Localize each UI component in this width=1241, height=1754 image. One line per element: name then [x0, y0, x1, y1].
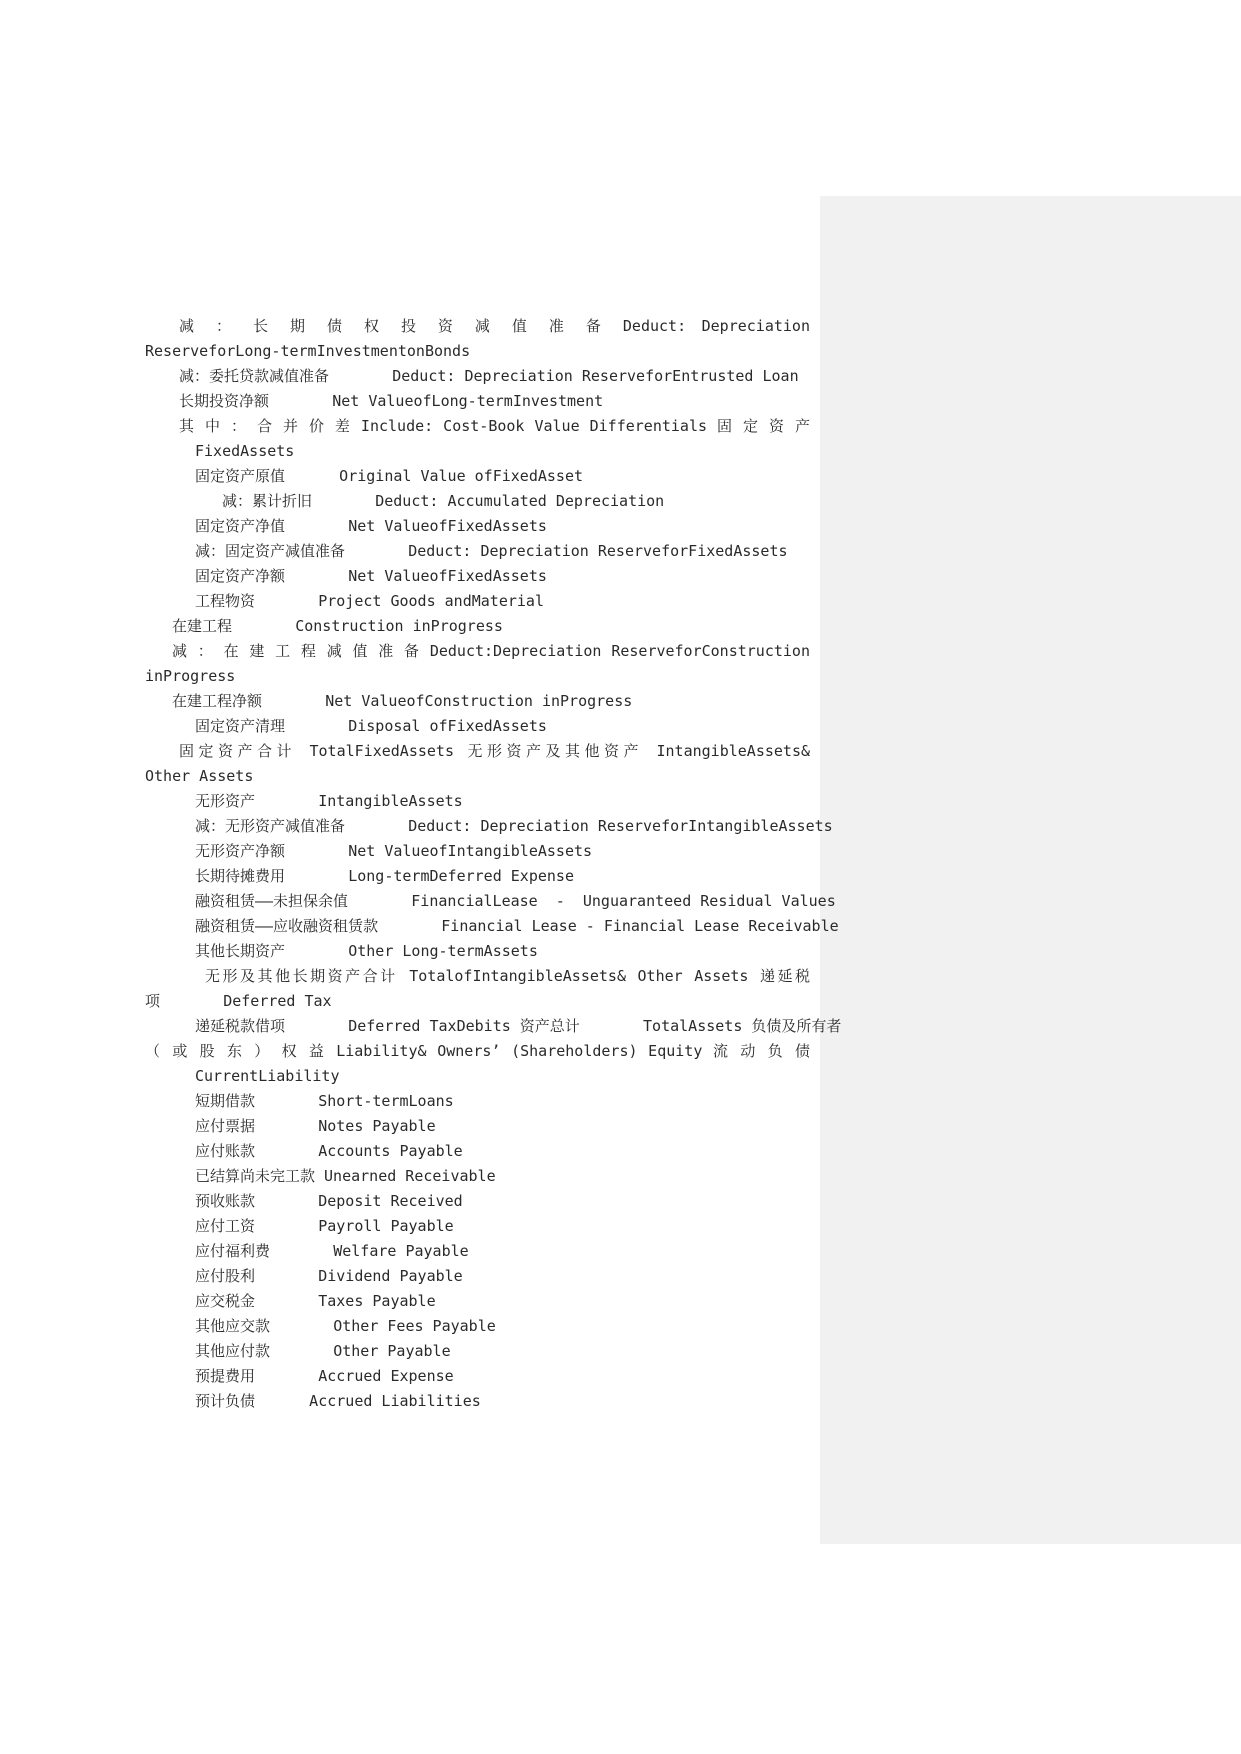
doc-line: Other Assets: [145, 767, 254, 785]
doc-line: 减：无形资产减值准备 Deduct: Depreciation ReserveforIntangibleAssets: [195, 817, 833, 835]
doc-line: 无形及其他长期资产合计 TotalofIntangibleAssets& Other Assets 递延税: [205, 967, 810, 985]
doc-line: 递延税款借项 Deferred TaxDebits 资产总计 TotalAssets 负债及所有者: [195, 1017, 842, 1035]
doc-line: 已结算尚未完工款 Unearned Receivable: [195, 1167, 496, 1185]
doc-line: 工程物资 Project Goods andMaterial: [195, 592, 544, 610]
doc-line: 应付票据 Notes Payable: [195, 1117, 436, 1135]
doc-line: 项 Deferred Tax: [145, 992, 332, 1010]
doc-line: 固定资产清理 Disposal ofFixedAssets: [195, 717, 547, 735]
doc-line: 固定资产净额 Net ValueofFixedAssets: [195, 567, 547, 585]
doc-line: 减：累计折旧 Deduct: Accumulated Depreciation: [222, 492, 665, 510]
doc-line: 长期待摊费用 Long-termDeferred Expense: [195, 867, 574, 885]
doc-line: CurrentLiability: [195, 1067, 340, 1085]
doc-line: 其他长期资产 Other Long-termAssets: [195, 942, 538, 960]
doc-line: 融资租赁——未担保余值 FinancialLease - Unguaranteed Residual Values: [195, 892, 836, 910]
doc-line: 其 中 ： 合 并 价 差 Include: Cost-Book Value Differentials 固 定 资 产: [179, 417, 810, 435]
doc-line: inProgress: [145, 667, 236, 685]
doc-line: ReserveforLong-termInvestmentonBonds: [145, 342, 471, 360]
doc-line: （ 或 股 东 ） 权 益 Liability& Owners’ (Shareholders) Equity 流 动 负 债: [145, 1042, 810, 1060]
doc-line: 应付账款 Accounts Payable: [195, 1142, 463, 1160]
doc-line: 预计负债 Accrued Liabilities: [195, 1392, 481, 1410]
doc-line: 减 ： 在 建 工 程 减 值 准 备 Deduct:Depreciation ReserveforConstruction: [172, 642, 810, 660]
doc-line: 应交税金 Taxes Payable: [195, 1292, 436, 1310]
doc-line: 其他应付款 Other Payable: [195, 1342, 451, 1360]
doc-line: 预收账款 Deposit Received: [195, 1192, 463, 1210]
doc-line: 无形资产 IntangibleAssets: [195, 792, 463, 810]
doc-line: FixedAssets: [195, 442, 295, 460]
doc-line: 固定资产净值 Net ValueofFixedAssets: [195, 517, 547, 535]
doc-line: 应付股利 Dividend Payable: [195, 1267, 463, 1285]
doc-line: 长期投资净额 Net ValueofLong-termInvestment: [179, 392, 604, 410]
doc-line: 其他应交款 Other Fees Payable: [195, 1317, 496, 1335]
doc-line: 短期借款 Short-termLoans: [195, 1092, 454, 1110]
doc-line: 固定资产原值 Original Value ofFixedAsset: [195, 467, 584, 485]
doc-line: 无形资产净额 Net ValueofIntangibleAssets: [195, 842, 593, 860]
doc-line: 固定资产合计 TotalFixedAssets 无形资产及其他资产 IntangibleAssets&: [179, 742, 810, 760]
doc-line: 减：委托贷款减值准备 Deduct: Depreciation ReserveforEntrusted Loan: [179, 367, 799, 385]
doc-line: 预提费用 Accrued Expense: [195, 1367, 454, 1385]
doc-line: 应付工资 Payroll Payable: [195, 1217, 454, 1235]
doc-line: 在建工程净额 Net ValueofConstruction inProgress: [172, 692, 633, 710]
doc-line: 在建工程 Construction inProgress: [172, 617, 503, 635]
comment-pane: [820, 196, 1241, 1544]
doc-line: 减 ： 长 期 债 权 投 资 减 值 准 备 Deduct: Depreciation: [179, 317, 810, 335]
doc-line: 融资租赁——应收融资租赁款 Financial Lease - Financial Lease Receivable: [195, 917, 839, 935]
doc-line: 减：固定资产减值准备 Deduct: Depreciation ReserveforFixedAssets: [195, 542, 788, 560]
doc-line: 应付福利费 Welfare Payable: [195, 1242, 469, 1260]
